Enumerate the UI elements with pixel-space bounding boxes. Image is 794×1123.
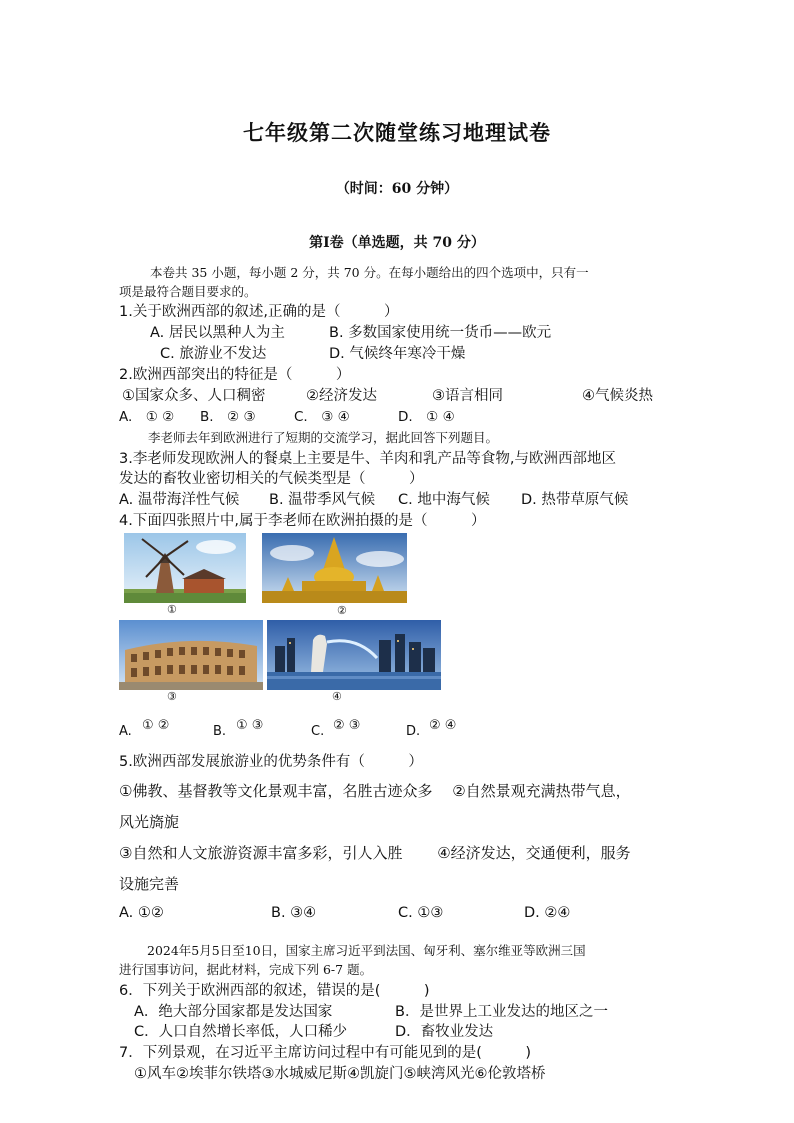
q2-item: ①国家众多、人口稠密 (122, 388, 266, 404)
q5-line: ①佛教、基督教等文化景观丰富，名胜古迹众多 ②自然景观充满热带气息， (119, 782, 631, 800)
q5-option-a: A. ①② (119, 905, 164, 921)
q2-item: ③语言相同 (432, 388, 503, 404)
q6-option-b: B．是世界上工业发达的地区之一 (395, 1004, 608, 1020)
q2-option-b: B. ② ③ (200, 409, 256, 425)
q4-option-a-label: A. (119, 724, 132, 739)
context-text: 李老师去年到欧洲进行了短期的交流学习，据此回答下列题目。 (148, 430, 499, 445)
q4-option-b-value: ① ③ (236, 718, 264, 733)
q4-option-d-label: D. (406, 724, 421, 739)
q5-option-d: D. ②④ (524, 905, 571, 921)
q3-option-c: C. 地中海气候 (398, 492, 490, 508)
intro-line: 本卷共 35 小题，每小题 2 分，共 70 分。在每小题给出的四个选项中，只有一 (150, 265, 589, 280)
q3-stem: 3.李老师发现欧洲人的餐桌上主要是牛、羊肉和乳产品等食物,与欧洲西部地区 (119, 451, 616, 467)
q2-option-c: C. ③ ④ (294, 409, 350, 425)
q4-option-c-label: C. (311, 724, 325, 739)
q5-line: ③自然和人文旅游资源丰富多彩，引人入胜 ④经济发达，交通便利，服务 (119, 844, 631, 862)
q5-line: 设施完善 (119, 875, 180, 893)
q4-option-d-value: ② ④ (429, 718, 457, 733)
photo-caption: ② (337, 604, 347, 617)
colosseum-photo (119, 620, 263, 690)
photo-caption: ① (167, 603, 177, 616)
q7-stem: 7．下列景观，在习近平主席访问过程中有可能见到的是( ) (119, 1045, 532, 1061)
photo-caption: ③ (167, 690, 177, 703)
q7-items: ①风车②埃菲尔铁塔③水城威尼斯④凯旋门⑤峡湾风光⑥伦敦塔桥 (134, 1066, 546, 1082)
q4-stem: 4.下面四张照片中,属于李老师在欧洲拍摄的是（ ） (119, 513, 486, 529)
context-text: 进行国事访问，据此材料，完成下列 6-7 题。 (119, 962, 373, 977)
q1-option-d: D. 气候终年寒冷干燥 (329, 346, 466, 362)
q2-stem: 2.欧洲西部突出的特征是（ ） (119, 367, 351, 383)
photo-caption: ④ (332, 690, 342, 703)
q1-option-c: C. 旅游业不发达 (160, 346, 267, 362)
q1-option-b: B. 多数国家使用统一货币——欧元 (329, 325, 552, 341)
q6-stem: 6．下列关于欧洲西部的叙述，错误的是( ) (119, 983, 430, 999)
q6-option-c: C．人口自然增长率低，人口稀少 (134, 1024, 348, 1040)
q3-option-b: B. 温带季风气候 (269, 492, 376, 508)
q2-item: ④气候炎热 (582, 388, 653, 404)
q6-option-a: A．绝大部分国家都是发达国家 (134, 1004, 333, 1020)
q5-stem: 5.欧洲西部发展旅游业的优势条件有（ ） (119, 754, 423, 770)
q1-stem: 1.关于欧洲西部的叙述,正确的是（ ） (119, 304, 399, 320)
q4-option-c-value: ② ③ (333, 718, 361, 733)
intro-line: 项是最符合题目要求的。 (119, 284, 257, 299)
q2-option-d: D. ① ④ (398, 409, 455, 425)
section-heading: 第Ⅰ卷（单选题，共 70 分） (309, 235, 485, 251)
q4-option-b-label: B. (213, 724, 227, 739)
q1-option-a: A. 居民以黑种人为主 (150, 325, 285, 341)
context-text: 2024年5月5日至10日，国家主席习近平到法国、匈牙利、塞尔维亚等欧洲三国 (147, 943, 586, 958)
q2-option-a: A. ① ② (119, 409, 175, 425)
q6-option-d: D．畜牧业发达 (395, 1024, 494, 1040)
q2-item: ②经济发达 (306, 388, 377, 404)
q4-option-a-value: ① ② (142, 718, 170, 733)
pagoda-photo (262, 533, 407, 603)
q3-stem: 发达的畜牧业密切相关的气候类型是（ ） (119, 471, 424, 487)
exam-time: （时间：60 分钟） (335, 181, 459, 197)
merlion-photo (267, 620, 441, 690)
page-title: 七年级第二次随堂练习地理试卷 (243, 120, 551, 145)
q3-option-d: D. 热带草原气候 (521, 492, 629, 508)
q5-option-c: C. ①③ (398, 905, 444, 921)
q5-option-b: B. ③④ (271, 905, 317, 921)
q3-option-a: A. 温带海洋性气候 (119, 492, 240, 508)
windmill-photo (124, 533, 246, 603)
q5-line: 风光旖旎 (119, 813, 180, 831)
